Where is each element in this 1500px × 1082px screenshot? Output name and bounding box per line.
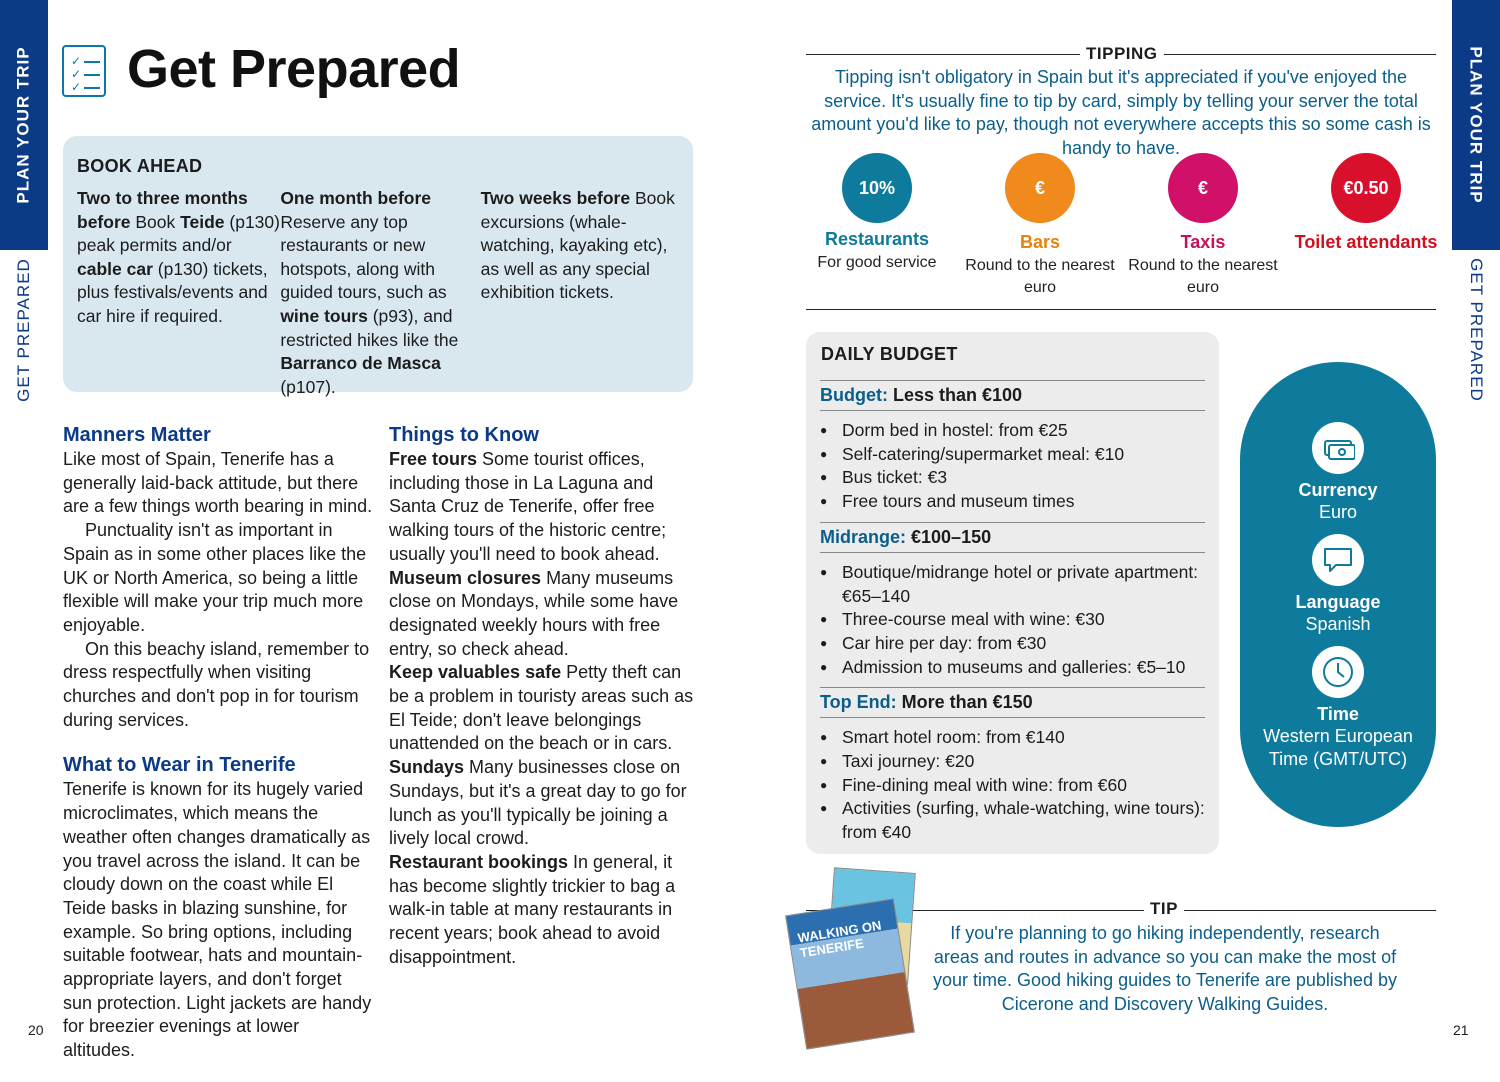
tip-label: Toilet attendants [1294,232,1438,252]
cover-title: WALKING ON TENERIFE [796,917,883,961]
list-item: ● Boutique/midrange hotel or private apartment: €65–140 [820,561,1205,608]
manners-paragraph-3: On this beachy island, remember to dress respectfully when visiting churches and don't pop in for tourism during services. [63,638,370,730]
tipping-text: Tipping isn't obligatory in Spain but it's appreciated if you've enjoyed the service. It's usually fine to tip by card, simply by telling your server the total amount you'd like to pay, though not everywhere accepts this so some cash is handy to have. [811,67,1431,158]
list-item: ● Bus ticket: €3 [820,466,1205,490]
left-tab-label: PLAN YOUR TRIP [14,46,34,204]
midrange-list [820,561,1205,680]
time-value: Western European Time (GMT/UTC) [1263,726,1413,769]
currency-value: Euro [1318,502,1358,522]
right-tab-label: PLAN YOUR TRIP [1467,46,1487,204]
page-number-left: 20 [28,1022,44,1038]
euro-badge: € [1005,153,1075,223]
euro-badge: € [1168,153,1238,223]
budget-tier-heading: Budget: Less than €100 [820,380,1205,411]
language-label: Language [1295,592,1381,612]
page-title: Get Prepared [127,39,461,99]
tip-badge: €0.50 [1331,153,1401,223]
language-value: Spanish [1305,614,1371,634]
tip-toilet-attendants [1286,153,1446,253]
things-item: Sundays Many businesses close on Sundays, but it's a great day to go for lunch as you'll typically be joining a lively local crowd. [389,757,687,849]
time-fact [1240,646,1436,771]
things-item: Museum closures Many museums close on Mondays, while some have designated weekly hours with free entry, so check ahead. [389,567,679,659]
tipping-heading: TIPPING [1080,44,1164,64]
list-item: ● Admission to museums and galleries: €5–10 [820,656,1205,680]
tip-text: If you're planning to go hiking independently, research areas and routes in advance so you can make the most of your time. Good hiking guides to Tenerife are published by Cicerone and Discovery Walking Guides. [933,923,1397,1014]
list-item: ● Smart hotel room: from €140 [820,726,1205,750]
currency-fact [1240,422,1436,524]
budget-heading: DAILY BUDGET [821,344,958,364]
tipping-bottom-rule [806,309,1436,310]
top-end-tier-heading: Top End: More than €150 [820,687,1205,718]
time-label: Time [1317,704,1359,724]
book-ahead-heading: BOOK AHEAD [77,156,203,176]
checklist-icon: ✓ ✓ ✓ [62,45,106,97]
book-ahead-col-1: Two to three months before Book Teide (p130) peak permits and/or cable car (p130) tickets, plus festivals/events and car hire if required. [77,188,280,326]
book-ahead-col-3: Two weeks before Book excursions (whale-watching, kayaking etc), as well as any special exhibition tickets. [480,188,675,303]
things-item: Free tours Some tourist offices, including those in La Laguna and Santa Cruz de Tenerife, offer free walking tours of the historic centre; usually you'll need to book ahead. [389,449,667,564]
tip-restaurants [797,153,957,274]
tip-label: Taxis [1180,232,1226,252]
things-item: Keep valuables safe Petty theft can be a problem in touristy areas such as El Teide; don't leave belongings unattended on the beach or in cars. [389,662,694,754]
things-column [389,422,694,969]
page-number-right: 21 [1453,1022,1469,1038]
things-item: Restaurant bookings In general, it has become slightly trickier to bag a walk-in table at many restaurants in recent years; book ahead to avoid disappointment. [389,851,676,967]
things-heading: Things to Know [389,424,539,446]
midrange-tier-heading: Midrange: €100–150 [820,522,1205,553]
daily-budget-box [806,332,1219,854]
list-item: ● Taxi journey: €20 [820,750,1205,774]
banknote-icon [1312,422,1364,474]
book-ahead-col-2: One month before Reserve any top restaurants or new hotspots, along with guided tours, such as wine tours (p93), and restricted hikes like the Barranco de Masca (p107). [280,188,459,397]
tip-label: Bars [1019,232,1061,252]
list-item: ● Car hire per day: from €30 [820,632,1205,656]
right-section-label: GET PREPARED [1467,258,1487,402]
list-item: ● Three-course meal with wine: €30 [820,608,1205,632]
manners-paragraph-1: Like most of Spain, Tenerife has a generally laid-back attitude, but there are a few things worth bearing in mind. [63,449,373,517]
manners-heading: Manners Matter [63,424,211,446]
quick-facts-pill [1240,362,1436,827]
language-fact [1240,534,1436,636]
list-item: ● Free tours and museum times [820,490,1205,514]
tip-sub: Round to the nearest euro [1128,257,1278,296]
clock-icon [1312,646,1364,698]
tip-label: Restaurants [824,229,930,249]
wear-heading: What to Wear in Tenerife [63,754,296,777]
speech-bubble-icon [1312,534,1364,586]
left-column [63,422,373,1063]
list-item: ● Dorm bed in hostel: from €25 [820,419,1205,443]
tip-sub: For good service [817,254,937,271]
tip-taxis [1123,153,1283,299]
top-end-list [820,726,1205,845]
tip-badge: 10% [842,153,912,223]
manners-paragraph-2: Punctuality isn't as important in Spain as in some other places like the UK or North America, so being a little flexible will make your trip much more enjoyable. [63,520,367,635]
budget-list [820,419,1205,514]
wear-paragraph: Tenerife is known for its hugely varied microclimates, which means the weather often changes dramatically as you travel across the island. It can be cloudy down on the coast while El Teide basks in blazing sunshine, for example. So bring options, including suitable footwear, hats and mountain-appropriate layers, and don't forget sun protection. Light jackets are handy for breezier evenings at lower altitudes. [63,779,372,1061]
left-section-label: GET PREPARED [14,258,34,402]
tip-heading: TIP [1144,899,1184,919]
tip-bars [960,153,1120,299]
book-ahead-box [63,136,693,397]
tip-sub: Round to the nearest euro [965,257,1115,296]
currency-label: Currency [1298,480,1378,500]
list-item: ● Activities (surfing, whale-watching, wine tours): from €40 [820,797,1205,844]
guidebook-cover-image [785,898,915,1050]
list-item: ● Self-catering/supermarket meal: €10 [820,443,1205,467]
list-item: ● Fine-dining meal with wine: from €60 [820,774,1205,798]
